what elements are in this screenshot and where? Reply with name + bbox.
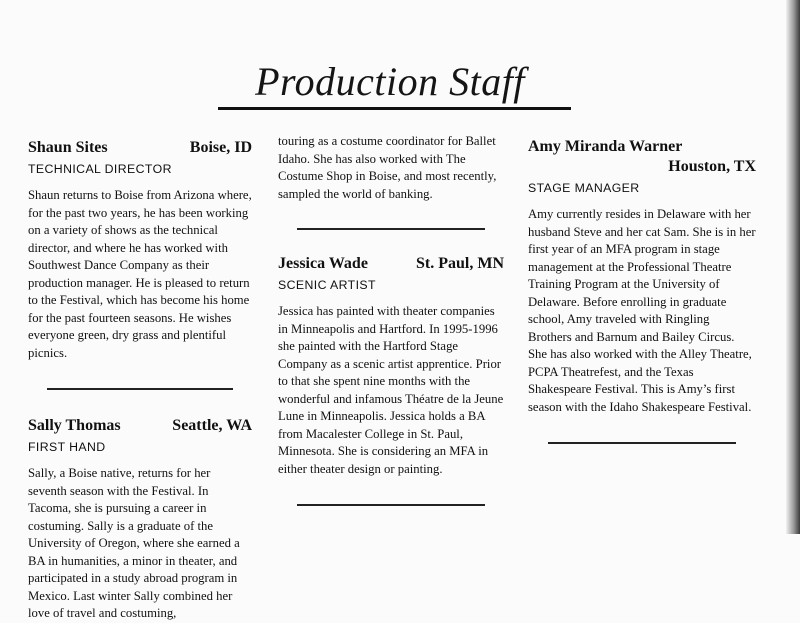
column-2 [278, 133, 504, 506]
section-divider [47, 388, 233, 390]
staff-name: Amy Miranda Warner [528, 138, 683, 155]
column-1 [28, 138, 252, 623]
title-rule [218, 107, 571, 110]
staff-bio-continuation: touring as a costume coordinator for Ballet Idaho. She has also worked with The Costume Shop in Boise, and most recently, sampled the world of banking. [278, 134, 497, 201]
section-divider [548, 442, 736, 444]
staff-role: SCENIC ARTIST [278, 278, 376, 292]
staff-role: STAGE MANAGER [528, 181, 640, 195]
section-divider [297, 228, 485, 230]
staff-location: St. Paul, MN [416, 255, 504, 272]
staff-role: TECHNICAL DIRECTOR [28, 162, 172, 176]
staff-name-line [278, 254, 504, 274]
staff-bio: Shaun returns to Boise from Arizona where, for the past two years, he has been working on a variety of shows as the technical director, and where he has worked with Southwest Dance Company as their production manager. He is pleased to return to the Festival, which has become his home for the past fourteen seasons. He wishes everyone green, dry grass and plentiful picnics. [28, 188, 252, 360]
staff-name: Shaun Sites [28, 139, 108, 156]
staff-bio: Amy currently resides in Delaware with her husband Steve and her cat Sam. She is in her first year of an MFA program in stage management at the Professional Theatre Training Program at the University of Delaware. Before enrolling in graduate school, Amy traveled with Ringling Brothers and Barnum and Bailey Circus. She has also worked with the Alley Theatre, PCPA Theatrefest, and the Texas Shakespeare Festival. This is Amy’s first season with the Idaho Shakespeare Festival. [528, 207, 756, 414]
staff-name-line [28, 138, 252, 158]
column-3 [528, 137, 756, 444]
staff-entry-amy [528, 137, 756, 416]
staff-location: Boise, ID [189, 139, 252, 156]
staff-name-line [28, 416, 252, 436]
staff-role: FIRST HAND [28, 440, 106, 454]
staff-entry-sally [28, 416, 252, 623]
staff-entry-shaun [28, 138, 252, 362]
section-divider [297, 504, 485, 506]
page-title: Production Staff [255, 59, 525, 104]
staff-bio: Jessica has painted with theater companies in Minneapolis and Hartford. In 1995-1996 she painted with the Hartford Stage Company as a scenic artist apprentice. Prior to that she spent nine months with the wonderful and infamous Théatre de la Jeune Lune in Minneapolis. Jessica holds a BA from Macalester College in St. Paul, Minnesota. She is considering an MFA in either theater design or painting. [278, 304, 504, 476]
staff-bio: Sally, a Boise native, returns for her seventh season with the Festival. In Tacoma, she is pursuing a career in costuming. Sally is a graduate of the University of Oregon, where she earned a BA in humanities, a minor in theater, and participated in a study abroad program in Mexico. Last winter Sally combined her love of travel and costuming, [28, 466, 240, 620]
staff-entry-jessica [278, 254, 504, 478]
staff-location: Seattle, WA [172, 417, 252, 434]
page-binding-edge [786, 0, 800, 534]
staff-name: Sally Thomas [28, 417, 121, 434]
staff-name: Jessica Wade [278, 255, 368, 272]
staff-location: Houston, TX [668, 158, 756, 175]
